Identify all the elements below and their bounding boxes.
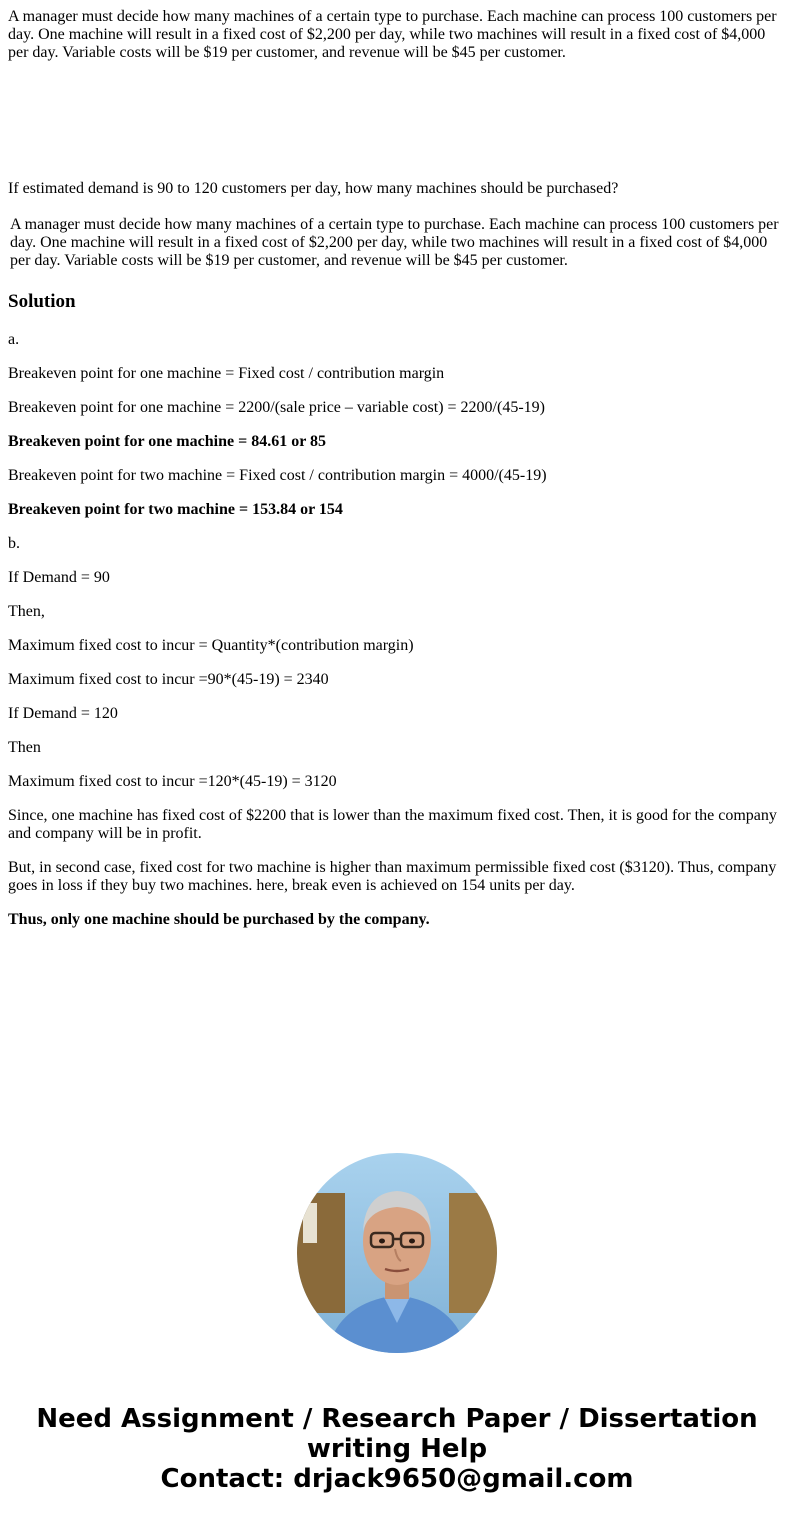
- cta-line: Need Assignment / Research Paper / Dissertation: [36, 1404, 758, 1434]
- solution-heading: Solution: [8, 291, 76, 312]
- solution-line: Since, one machine has fixed cost of $2200 that is lower than the maximum fixed cost. Then, it is good for the company and company will be in profit.: [8, 807, 777, 842]
- solution-line-bold: Breakeven point for two machine = 153.84 or 154: [8, 501, 343, 518]
- question-prompt: If estimated demand is 90 to 120 customers per day, how many machines should be purchased?: [8, 180, 619, 197]
- solution-line: Maximum fixed cost to incur = Quantity*(contribution margin): [8, 637, 414, 654]
- solution-line-bold: Breakeven point for one machine = 84.61 or 85: [8, 433, 326, 450]
- solution-line: a.: [8, 331, 20, 348]
- solution-line: Maximum fixed cost to incur =120*(45-19) = 3120: [8, 773, 337, 790]
- person-portrait-icon: [297, 1153, 497, 1353]
- question-intro: A manager must decide how many machines of a certain type to purchase. Each machine can process 100 customers per day. One machine will result in a fixed cost of $2,200 per day, while two machines will result in a fixed cost of $4,000 per day. Variable costs will be $19 per customer, and revenue will be $45 per customer.: [8, 8, 777, 61]
- cta-line: writing Help: [306, 1434, 488, 1464]
- solution-line: Maximum fixed cost to incur =90*(45-19) = 2340: [8, 671, 329, 688]
- solution-line: Breakeven point for one machine = 2200/(sale price – variable cost) = 2200/(45-19): [8, 399, 545, 416]
- solution-line: But, in second case, fixed cost for two machine is higher than maximum permissible fixed cost ($3120). Thus, company goes in loss if they buy two machines. here, break even is achieved on 154 units per day.: [8, 859, 777, 894]
- cta-contact: Contact: drjack9650@gmail.com: [160, 1464, 634, 1494]
- solution-line: Then: [8, 739, 41, 756]
- solution-conclusion: Thus, only one machine should be purchased by the company.: [8, 911, 430, 928]
- solution-line: If Demand = 90: [8, 569, 110, 586]
- contact-banner: [0, 1404, 794, 1494]
- solution-line: If Demand = 120: [8, 705, 118, 722]
- solution-line: Then,: [8, 603, 45, 620]
- solution-line: Breakeven point for two machine = Fixed cost / contribution margin = 4000/(45-19): [8, 467, 547, 484]
- solution-body: [8, 331, 786, 945]
- solution-line: Breakeven point for one machine = Fixed cost / contribution margin: [8, 365, 445, 382]
- question-repeat: A manager must decide how many machines of a certain type to purchase. Each machine can process 100 customers per day. One machine will result in a fixed cost of $2,200 per day, while two machines will result in a fixed cost of $4,000 per day. Variable costs will be $19 per customer, and revenue will be $45 per customer.: [10, 216, 779, 269]
- solution-line: b.: [8, 535, 20, 552]
